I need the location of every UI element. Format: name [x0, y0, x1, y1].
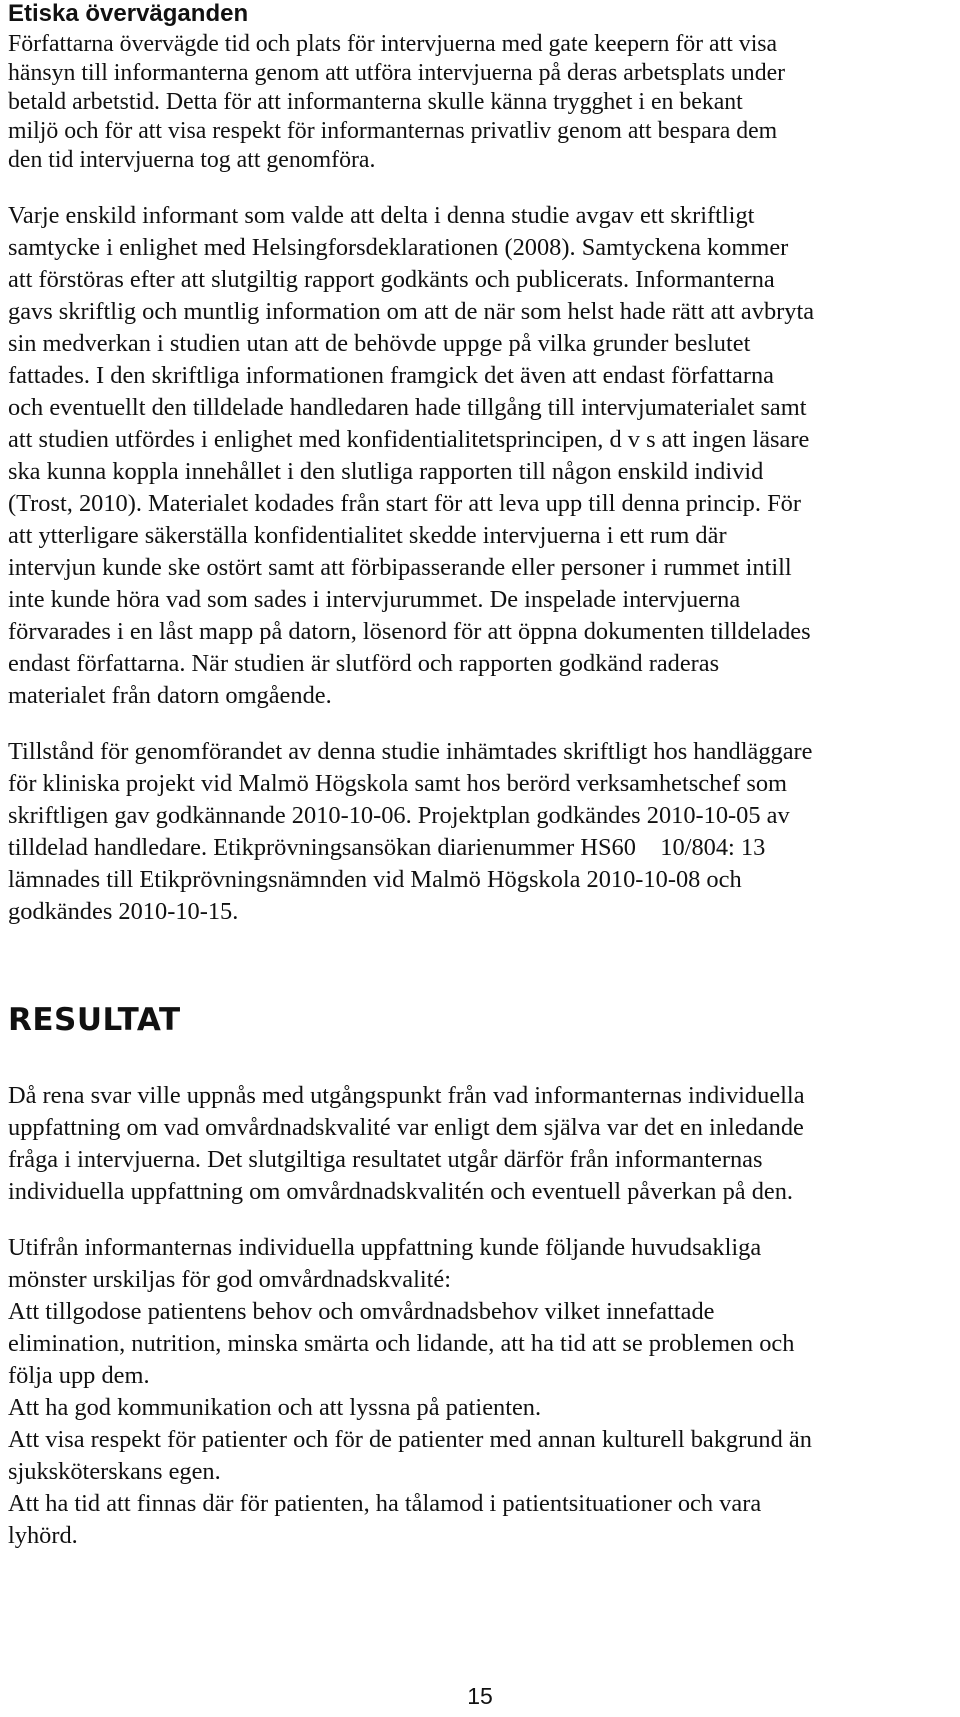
paragraph-results-2: [8, 1232, 953, 1552]
text-line: sjuksköterskans egen.: [8, 1458, 221, 1485]
text-line: Att visa respekt för patienter och för de patienter med annan kulturell bakgrund än: [8, 1426, 812, 1453]
text-line: hänsyn till informanterna genom att utföra intervjuerna på deras arbetsplats under: [8, 60, 786, 86]
text-line: Författarna övervägde tid och plats för intervjuerna med gate keepern för att visa: [8, 31, 778, 57]
text-line: och eventuellt den tilldelade handledaren hade tillgång till intervjumaterialet samt: [8, 394, 807, 421]
text-line: lyhörd.: [8, 1522, 78, 1549]
text-line: Tillstånd för genomförandet av denna studie inhämtades skriftligt hos handläggare: [8, 738, 813, 765]
text-line: individuella uppfattning om omvårdnadskvalitén och eventuell påverkan på den.: [8, 1178, 794, 1205]
text-line: elimination, nutrition, minska smärta och lidande, att ha tid att se problemen och: [8, 1330, 795, 1357]
paragraph-ethics-2: [8, 200, 953, 712]
text-line: gavs skriftlig och muntlig information om att de när som helst hade rätt att avbryta: [8, 298, 815, 325]
text-line: (Trost, 2010). Materialet kodades från start för att leva upp till denna princip. För: [8, 490, 801, 517]
text-line: fråga i intervjuerna. Det slutgiltiga resultatet utgår därför från informanternas: [8, 1146, 763, 1173]
heading-gap: [8, 1038, 953, 1080]
text-line: Då rena svar ville uppnås med utgångspunkt från vad informanternas individuella: [8, 1082, 805, 1109]
text-line: materialet från datorn omgående.: [8, 682, 332, 709]
section-heading-results: RESULTAT: [8, 1002, 181, 1038]
text-line: den tid intervjuerna tog att genomföra.: [8, 147, 376, 173]
text-line: samtycke i enlighet med Helsingforsdeklarationen (2008). Samtyckena kommer: [8, 234, 789, 261]
paragraph-gap: [8, 1208, 953, 1232]
text-line: mönster urskiljas för god omvårdnadskvalité:: [8, 1266, 452, 1293]
text-line: fattades. I den skriftliga informationen framgick det även att endast författarna: [8, 362, 774, 389]
text-line: inte kunde höra vad som sades i intervjurummet. De inspelade intervjuerna: [8, 586, 741, 613]
document-page: [8, 0, 953, 1552]
page-number: 15: [467, 1683, 493, 1709]
text-line: endast författarna. När studien är slutförd och rapporten godkänd raderas: [8, 650, 720, 677]
text-line: följa upp dem.: [8, 1362, 150, 1389]
text-line: betald arbetstid. Detta för att informanterna skulle känna trygghet i en bekant: [8, 89, 743, 115]
text-line: Att tillgodose patientens behov och omvårdnadsbehov vilket innefattade: [8, 1298, 715, 1325]
text-line: skriftligen gav godkännande 2010-10-06. Projektplan godkändes 2010-10-05 av: [8, 802, 790, 829]
text-line: lämnades till Etikprövningsnämnden vid Malmö Högskola 2010-10-08 och: [8, 866, 742, 893]
text-line: att ytterligare säkerställa konfidentialitet skedde intervjuerna i ett rum där: [8, 522, 727, 549]
paragraph-gap: [8, 175, 953, 200]
text-line: intervjun kunde ske ostört samt att förbipasserande eller personer i rummet intill: [8, 554, 792, 581]
text-line: Att ha god kommunikation och att lyssna på patienten.: [8, 1394, 542, 1421]
paragraph-ethics-3: [8, 736, 953, 928]
paragraph-gap: [8, 712, 953, 736]
text-line: förvarades i en låst mapp på datorn, lösenord för att öppna dokumenten tilldelades: [8, 618, 811, 645]
section-gap: [8, 928, 953, 1002]
paragraph-results-1: [8, 1080, 953, 1208]
text-line: att förstöras efter att slutgiltig rapport godkänts och publicerats. Informanterna: [8, 266, 775, 293]
text-line: uppfattning om vad omvårdnadskvalité var enligt dem själva var det en inledande: [8, 1114, 804, 1141]
text-line: tilldelad handledare. Etikprövningsansökan diarienummer HS60 10/804: 13: [8, 834, 766, 861]
text-line: för kliniska projekt vid Malmö Högskola samt hos berörd verksamhetschef som: [8, 770, 787, 797]
text-line: Varje enskild informant som valde att delta i denna studie avgav ett skriftligt: [8, 202, 755, 229]
text-line: Att ha tid att finnas där för patienten, ha tålamod i patientsituationer och vara: [8, 1490, 762, 1517]
text-line: Utifrån informanternas individuella uppfattning kunde följande huvudsakliga: [8, 1234, 762, 1261]
text-line: sin medverkan i studien utan att de behövde uppge på vilka grunder beslutet: [8, 330, 751, 357]
paragraph-ethics-1: [8, 30, 953, 175]
section-heading-ethics: Etiska överväganden: [8, 0, 249, 27]
text-line: att studien utfördes i enlighet med konfidentialitetsprincipen, d v s att ingen läsare: [8, 426, 810, 453]
text-line: miljö och för att visa respekt för informanternas privatliv genom att bespara dem: [8, 118, 778, 144]
text-line: godkändes 2010-10-15.: [8, 898, 239, 925]
text-line: ska kunna koppla innehållet i den slutliga rapporten till någon enskild individ: [8, 458, 764, 485]
